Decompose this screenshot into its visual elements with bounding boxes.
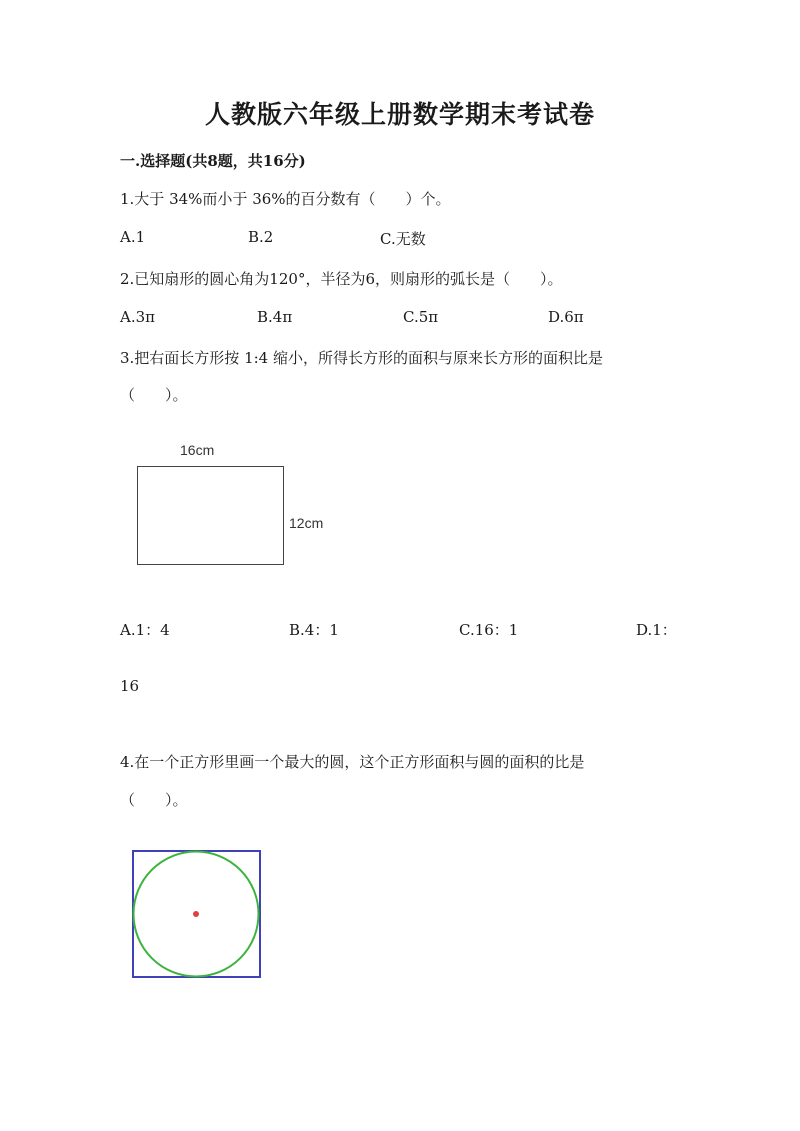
section-heading: 一.选择题(共8题，共16分) — [120, 152, 306, 170]
q3-option-c: C.16：1 — [459, 621, 519, 639]
square-circle-figure — [128, 846, 268, 986]
q2-option-c: C.5π — [403, 308, 439, 326]
question-2-stem: 2.已知扇形的圆心角为120°，半径为6，则扇形的弧长是（ ）。 — [120, 270, 563, 288]
question-3-stem-line1: 3.把右面长方形按 1:4 缩小，所得长方形的面积与原来长方形的面积比是 — [120, 349, 603, 367]
question-4-stem-line1: 4.在一个正方形里画一个最大的圆，这个正方形面积与圆的面积的比是 — [120, 753, 585, 771]
q1-option-a: A.1 — [120, 228, 146, 246]
rectangle-height-label: 12cm — [289, 515, 324, 531]
q3-option-d-continued: 16 — [120, 677, 140, 695]
q2-option-b: B.4π — [257, 308, 293, 326]
q3-option-d: D.1： — [636, 621, 677, 639]
q1-option-b: B.2 — [248, 228, 274, 246]
q2-option-d: D.6π — [548, 308, 584, 326]
q3-option-a: A.1：4 — [120, 621, 170, 639]
page-title: 人教版六年级上册数学期末考试卷 — [204, 100, 595, 129]
rectangle-figure — [137, 466, 284, 565]
question-4-stem-line2: （ ）。 — [120, 791, 188, 809]
q1-option-c: C.无数 — [380, 230, 426, 248]
circle-center-dot — [193, 911, 199, 917]
question-1-stem: 1.大于 34%而小于 36%的百分数有（ ）个。 — [120, 190, 451, 208]
q2-option-a: A.3π — [120, 308, 156, 326]
question-3-stem-line2: （ ）。 — [120, 386, 188, 404]
q3-option-b: B.4：1 — [289, 621, 339, 639]
rectangle-width-label: 16cm — [180, 442, 215, 458]
